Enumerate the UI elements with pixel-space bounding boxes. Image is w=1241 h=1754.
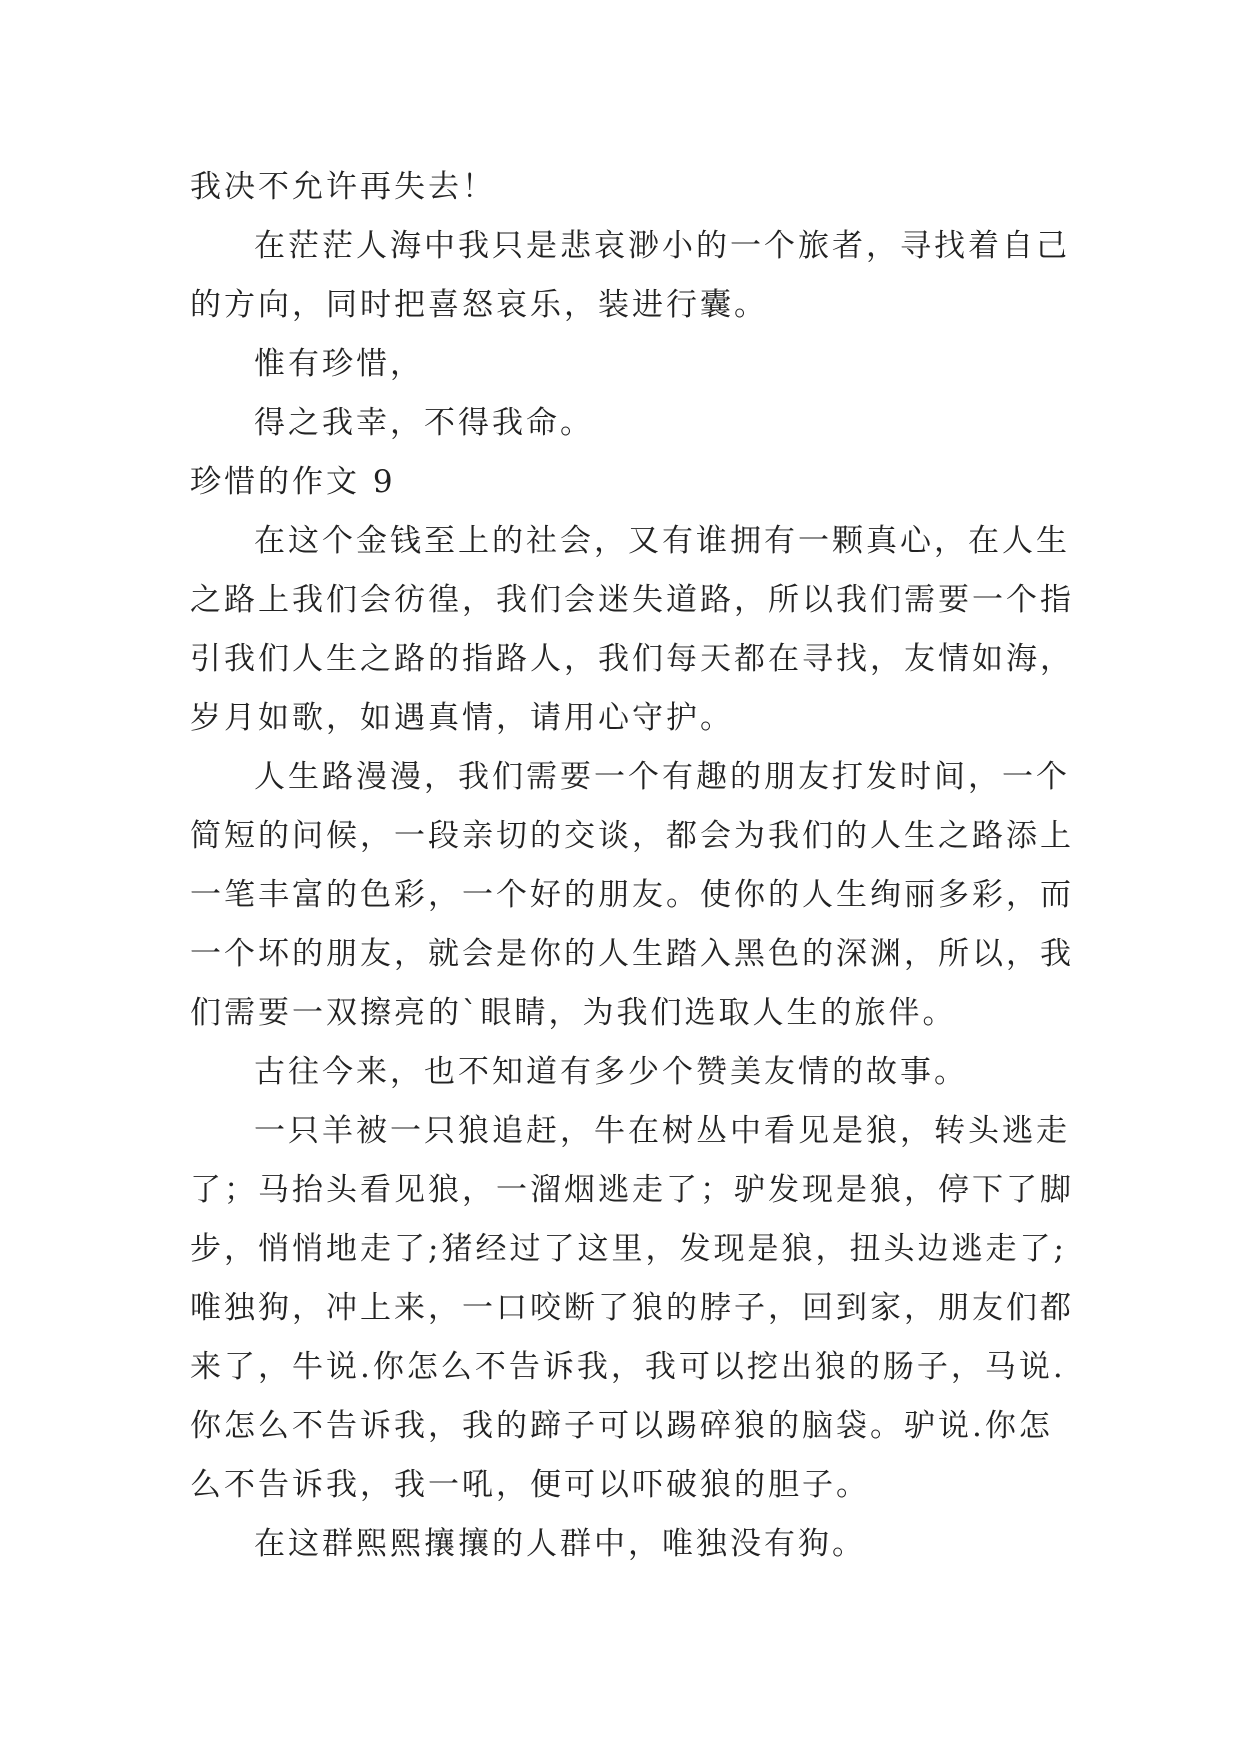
paragraph — [190, 512, 1074, 748]
paragraph — [190, 1102, 1074, 1515]
text-line: 之路上我们会彷徨，我们会迷失道路，所以我们需要一个指 — [190, 582, 1074, 618]
text-line: 步，悄悄地走了;猪经过了这里，发现是狼，扭头边逃走了; — [190, 1231, 1067, 1267]
text-line: 人生路漫漫，我们需要一个有趣的朋友打发时间，一个 — [254, 759, 1070, 795]
text-line: 简短的问候，一段亲切的交谈，都会为我们的人生之路添上 — [190, 818, 1074, 854]
document-body — [190, 158, 1074, 1574]
text-line: 唯独狗，冲上来，一口咬断了狼的脖子，回到家，朋友们都 — [190, 1290, 1074, 1326]
text-line: 的方向，同时把喜怒哀乐，装进行囊。 — [190, 287, 768, 323]
text-line: 引我们人生之路的指路人，我们每天都在寻找，友情如海， — [190, 641, 1074, 677]
paragraph — [190, 1043, 1070, 1102]
paragraph — [190, 1515, 1070, 1574]
text-line: 惟有珍惜， — [254, 346, 424, 382]
text-line: 么不告诉我，我一吼，便可以吓破狼的胆子。 — [190, 1467, 870, 1503]
text-line: 一只羊被一只狼追赶，牛在树丛中看见是狼，转头逃走 — [254, 1113, 1070, 1149]
text-line: 来了，牛说.你怎么不告诉我，我可以挖出狼的肠子，马说. — [190, 1349, 1066, 1385]
text-line: 一个坏的朋友，就会是你的人生踏入黑色的深渊，所以，我 — [190, 936, 1074, 972]
text-line: 岁月如歌，如遇真情，请用心守护。 — [190, 700, 734, 736]
paragraph-continuation — [190, 158, 1070, 217]
text-line: 得之我幸，不得我命。 — [254, 405, 594, 441]
text-line: 在这个金钱至上的社会，又有谁拥有一颗真心，在人生 — [254, 523, 1070, 559]
paragraph — [190, 394, 1070, 453]
text-line: 我决不允许再失去！ — [190, 169, 496, 205]
section-heading: 珍惜的作文 9 — [190, 464, 396, 500]
paragraph — [190, 335, 1070, 394]
text-line: 在茫茫人海中我只是悲哀渺小的一个旅者，寻找着自己 — [254, 228, 1070, 264]
text-line: 古往今来，也不知道有多少个赞美友情的故事。 — [254, 1054, 968, 1090]
paragraph — [190, 217, 1070, 335]
text-line: 一笔丰富的色彩，一个好的朋友。使你的人生绚丽多彩，而 — [190, 877, 1074, 913]
text-line: 你怎么不告诉我，我的蹄子可以踢碎狼的脑袋。驴说.你怎 — [190, 1408, 1053, 1444]
paragraph — [190, 748, 1074, 1043]
text-line: 了；马抬头看见狼，一溜烟逃走了；驴发现是狼，停下了脚 — [190, 1172, 1074, 1208]
text-line: 在这群熙熙攘攘的人群中，唯独没有狗。 — [254, 1526, 866, 1562]
text-line: 们需要一双擦亮的`眼睛，为我们选取人生的旅伴。 — [190, 995, 957, 1031]
